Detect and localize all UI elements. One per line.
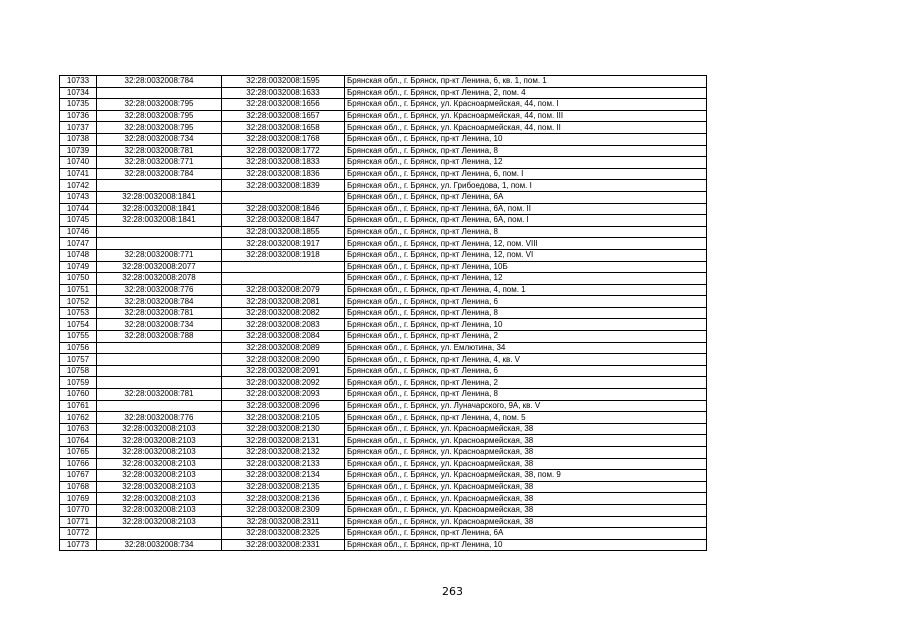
cadastral-number-cell: 32:28:0032008:771 (97, 157, 222, 169)
object-cadastral-number-cell: 32:28:0032008:2081 (222, 296, 345, 308)
address-cell: Брянская обл., г. Брянск, ул. Луначарского, 9А, кв. V (345, 400, 707, 412)
row-number-cell: 10760 (60, 389, 97, 401)
table-row (60, 296, 707, 308)
row-number-cell: 10734 (60, 87, 97, 99)
row-number-cell: 10771 (60, 516, 97, 528)
object-cadastral-number-cell: 32:28:0032008:1595 (222, 76, 345, 88)
object-cadastral-number-cell: 32:28:0032008:1917 (222, 238, 345, 250)
table-row (60, 354, 707, 366)
address-cell: Брянская обл., г. Брянск, ул. Красноармейская, 44, пом. III (345, 110, 707, 122)
address-cell: Брянская обл., г. Брянск, пр-кт Ленина, 4, пом. 5 (345, 412, 707, 424)
object-cadastral-number-cell: 32:28:0032008:2091 (222, 365, 345, 377)
table-row (60, 87, 707, 99)
row-number-cell: 10753 (60, 307, 97, 319)
cadastral-number-cell: 32:28:0032008:734 (97, 319, 222, 331)
table-row (60, 470, 707, 482)
cadastral-number-cell: 32:28:0032008:2103 (97, 458, 222, 470)
table-row (60, 273, 707, 285)
row-number-cell: 10772 (60, 528, 97, 540)
address-cell: Брянская обл., г. Брянск, пр-кт Ленина, 6А, пом. I (345, 215, 707, 227)
row-number-cell: 10755 (60, 331, 97, 343)
cadastral-number-cell: 32:28:0032008:795 (97, 110, 222, 122)
cadastral-number-cell: 32:28:0032008:771 (97, 249, 222, 261)
cadastral-number-cell (97, 342, 222, 354)
object-cadastral-number-cell (222, 261, 345, 273)
row-number-cell: 10748 (60, 249, 97, 261)
object-cadastral-number-cell: 32:28:0032008:1836 (222, 168, 345, 180)
address-cell: Брянская обл., г. Брянск, ул. Красноармейская, 44, пом. II (345, 122, 707, 134)
cadastral-number-cell: 32:28:0032008:781 (97, 389, 222, 401)
cadastral-number-cell (97, 226, 222, 238)
page-number: 263 (442, 585, 463, 598)
table-row (60, 110, 707, 122)
address-cell: Брянская обл., г. Брянск, пр-кт Ленина, 12, пом. VI (345, 249, 707, 261)
table-row (60, 423, 707, 435)
cadastral-number-cell (97, 528, 222, 540)
row-number-cell: 10754 (60, 319, 97, 331)
table-row (60, 261, 707, 273)
cadastral-number-cell: 32:28:0032008:776 (97, 412, 222, 424)
cadastral-number-cell: 32:28:0032008:784 (97, 76, 222, 88)
cadastral-number-cell (97, 365, 222, 377)
table-row (60, 377, 707, 389)
row-number-cell: 10767 (60, 470, 97, 482)
table-row (60, 412, 707, 424)
cadastral-number-cell (97, 180, 222, 192)
object-cadastral-number-cell: 32:28:0032008:2089 (222, 342, 345, 354)
address-cell: Брянская обл., г. Брянск, пр-кт Ленина, 4, пом. 1 (345, 284, 707, 296)
row-number-cell: 10741 (60, 168, 97, 180)
row-number-cell: 10759 (60, 377, 97, 389)
cadastral-number-cell: 32:28:0032008:2078 (97, 273, 222, 285)
address-cell: Брянская обл., г. Брянск, пр-кт Ленина, 2 (345, 377, 707, 389)
address-cell: Брянская обл., г. Брянск, ул. Красноармейская, 38 (345, 481, 707, 493)
object-cadastral-number-cell: 32:28:0032008:2136 (222, 493, 345, 505)
row-number-cell: 10762 (60, 412, 97, 424)
table-row (60, 481, 707, 493)
address-cell: Брянская обл., г. Брянск, пр-кт Ленина, 2 (345, 331, 707, 343)
table-row (60, 365, 707, 377)
table-row (60, 157, 707, 169)
address-cell: Брянская обл., г. Брянск, пр-кт Ленина, 10 (345, 319, 707, 331)
cadastral-number-cell: 32:28:0032008:2103 (97, 470, 222, 482)
object-cadastral-number-cell: 32:28:0032008:1772 (222, 145, 345, 157)
cadastral-number-cell: 32:28:0032008:784 (97, 296, 222, 308)
cadastral-number-cell: 32:28:0032008:2103 (97, 493, 222, 505)
cadastral-number-cell: 32:28:0032008:2103 (97, 435, 222, 447)
table-row (60, 76, 707, 88)
object-cadastral-number-cell: 32:28:0032008:1833 (222, 157, 345, 169)
cadastral-number-cell: 32:28:0032008:784 (97, 168, 222, 180)
object-cadastral-number-cell: 32:28:0032008:2083 (222, 319, 345, 331)
table-body (60, 76, 707, 551)
table-row (60, 493, 707, 505)
cadastral-number-cell: 32:28:0032008:795 (97, 99, 222, 111)
object-cadastral-number-cell: 32:28:0032008:2092 (222, 377, 345, 389)
address-cell: Брянская обл., г. Брянск, пр-кт Ленина, 6А (345, 191, 707, 203)
object-cadastral-number-cell: 32:28:0032008:2079 (222, 284, 345, 296)
address-cell: Брянская обл., г. Брянск, пр-кт Ленина, 6 (345, 365, 707, 377)
row-number-cell: 10733 (60, 76, 97, 88)
object-cadastral-number-cell: 32:28:0032008:2084 (222, 331, 345, 343)
address-cell: Брянская обл., г. Брянск, ул. Красноармейская, 38 (345, 504, 707, 516)
row-number-cell: 10735 (60, 99, 97, 111)
address-cell: Брянская обл., г. Брянск, ул. Емлютина, 34 (345, 342, 707, 354)
cadastral-number-cell: 32:28:0032008:2077 (97, 261, 222, 273)
address-cell: Брянская обл., г. Брянск, пр-кт Ленина, 10 (345, 133, 707, 145)
object-cadastral-number-cell: 32:28:0032008:1918 (222, 249, 345, 261)
cadastral-number-cell: 32:28:0032008:781 (97, 307, 222, 319)
table-row (60, 539, 707, 551)
row-number-cell: 10752 (60, 296, 97, 308)
row-number-cell: 10743 (60, 191, 97, 203)
address-cell: Брянская обл., г. Брянск, пр-кт Ленина, 2, пом. 4 (345, 87, 707, 99)
table-row (60, 504, 707, 516)
object-cadastral-number-cell: 32:28:0032008:2131 (222, 435, 345, 447)
address-cell: Брянская обл., г. Брянск, пр-кт Ленина, 10 (345, 539, 707, 551)
row-number-cell: 10768 (60, 481, 97, 493)
object-cadastral-number-cell: 32:28:0032008:2105 (222, 412, 345, 424)
cadastral-number-cell: 32:28:0032008:776 (97, 284, 222, 296)
address-cell: Брянская обл., г. Брянск, пр-кт Ленина, 12, пом. VIII (345, 238, 707, 250)
table-row (60, 516, 707, 528)
row-number-cell: 10763 (60, 423, 97, 435)
object-cadastral-number-cell: 32:28:0032008:1656 (222, 99, 345, 111)
address-cell: Брянская обл., г. Брянск, пр-кт Ленина, 8 (345, 226, 707, 238)
object-cadastral-number-cell: 32:28:0032008:2134 (222, 470, 345, 482)
table-row (60, 319, 707, 331)
object-cadastral-number-cell: 32:28:0032008:1839 (222, 180, 345, 192)
cadastral-number-cell: 32:28:0032008:795 (97, 122, 222, 134)
object-cadastral-number-cell: 32:28:0032008:1847 (222, 215, 345, 227)
address-cell: Брянская обл., г. Брянск, пр-кт Ленина, 8 (345, 145, 707, 157)
row-number-cell: 10756 (60, 342, 97, 354)
address-cell: Брянская обл., г. Брянск, пр-кт Ленина, 4, кв. V (345, 354, 707, 366)
row-number-cell: 10765 (60, 447, 97, 459)
cadastral-number-cell: 32:28:0032008:1841 (97, 215, 222, 227)
address-cell: Брянская обл., г. Брянск, ул. Красноармейская, 38 (345, 423, 707, 435)
address-cell: Брянская обл., г. Брянск, ул. Красноармейская, 38, пом. 9 (345, 470, 707, 482)
address-cell: Брянская обл., г. Брянск, пр-кт Ленина, 8 (345, 389, 707, 401)
cadastral-number-cell: 32:28:0032008:1841 (97, 203, 222, 215)
table-row (60, 307, 707, 319)
row-number-cell: 10751 (60, 284, 97, 296)
object-cadastral-number-cell: 32:28:0032008:2096 (222, 400, 345, 412)
object-cadastral-number-cell: 32:28:0032008:2309 (222, 504, 345, 516)
cadastral-number-cell: 32:28:0032008:781 (97, 145, 222, 157)
cadastral-number-cell: 32:28:0032008:734 (97, 133, 222, 145)
row-number-cell: 10745 (60, 215, 97, 227)
table-row (60, 133, 707, 145)
table-row (60, 238, 707, 250)
object-cadastral-number-cell: 32:28:0032008:2090 (222, 354, 345, 366)
row-number-cell: 10769 (60, 493, 97, 505)
object-cadastral-number-cell: 32:28:0032008:2130 (222, 423, 345, 435)
object-cadastral-number-cell: 32:28:0032008:2093 (222, 389, 345, 401)
object-cadastral-number-cell: 32:28:0032008:1855 (222, 226, 345, 238)
object-cadastral-number-cell: 32:28:0032008:1768 (222, 133, 345, 145)
object-cadastral-number-cell: 32:28:0032008:2082 (222, 307, 345, 319)
object-cadastral-number-cell: 32:28:0032008:2311 (222, 516, 345, 528)
table-row (60, 145, 707, 157)
cadastral-number-cell (97, 238, 222, 250)
cadastral-number-cell (97, 87, 222, 99)
row-number-cell: 10773 (60, 539, 97, 551)
row-number-cell: 10770 (60, 504, 97, 516)
table-row (60, 400, 707, 412)
object-cadastral-number-cell: 32:28:0032008:2135 (222, 481, 345, 493)
row-number-cell: 10739 (60, 145, 97, 157)
row-number-cell: 10740 (60, 157, 97, 169)
row-number-cell: 10737 (60, 122, 97, 134)
cadastral-number-cell: 32:28:0032008:2103 (97, 481, 222, 493)
address-cell: Брянская обл., г. Брянск, пр-кт Ленина, 10Б (345, 261, 707, 273)
row-number-cell: 10766 (60, 458, 97, 470)
cadastral-number-cell: 32:28:0032008:2103 (97, 423, 222, 435)
cadastral-number-cell: 32:28:0032008:2103 (97, 447, 222, 459)
address-cell: Брянская обл., г. Брянск, ул. Красноармейская, 44, пом. I (345, 99, 707, 111)
table-row (60, 226, 707, 238)
object-cadastral-number-cell: 32:28:0032008:1633 (222, 87, 345, 99)
object-cadastral-number-cell: 32:28:0032008:1846 (222, 203, 345, 215)
address-cell: Брянская обл., г. Брянск, пр-кт Ленина, 12 (345, 273, 707, 285)
object-cadastral-number-cell: 32:28:0032008:2133 (222, 458, 345, 470)
address-cell: Брянская обл., г. Брянск, ул. Красноармейская, 38 (345, 435, 707, 447)
row-number-cell: 10746 (60, 226, 97, 238)
row-number-cell: 10761 (60, 400, 97, 412)
address-cell: Брянская обл., г. Брянск, пр-кт Ленина, 12 (345, 157, 707, 169)
cadastral-number-cell: 32:28:0032008:734 (97, 539, 222, 551)
row-number-cell: 10736 (60, 110, 97, 122)
cadastral-number-cell (97, 400, 222, 412)
object-cadastral-number-cell: 32:28:0032008:1657 (222, 110, 345, 122)
object-cadastral-number-cell: 32:28:0032008:2331 (222, 539, 345, 551)
table-row (60, 215, 707, 227)
document-table (59, 75, 707, 551)
address-cell: Брянская обл., г. Брянск, пр-кт Ленина, 6 (345, 296, 707, 308)
table-row (60, 249, 707, 261)
row-number-cell: 10738 (60, 133, 97, 145)
table-row (60, 435, 707, 447)
table-row (60, 342, 707, 354)
address-cell: Брянская обл., г. Брянск, ул. Красноармейская, 38 (345, 458, 707, 470)
row-number-cell: 10758 (60, 365, 97, 377)
address-cell: Брянская обл., г. Брянск, ул. Красноармейская, 38 (345, 516, 707, 528)
object-cadastral-number-cell: 32:28:0032008:2132 (222, 447, 345, 459)
object-cadastral-number-cell: 32:28:0032008:1658 (222, 122, 345, 134)
object-cadastral-number-cell (222, 273, 345, 285)
cadastral-number-cell: 32:28:0032008:2103 (97, 504, 222, 516)
address-cell: Брянская обл., г. Брянск, ул. Красноармейская, 38 (345, 447, 707, 459)
address-cell: Брянская обл., г. Брянск, пр-кт Ленина, 6А (345, 528, 707, 540)
table-row (60, 331, 707, 343)
address-cell: Брянская обл., г. Брянск, пр-кт Ленина, 8 (345, 307, 707, 319)
address-cell: Брянская обл., г. Брянск, пр-кт Ленина, 6А, пом. II (345, 203, 707, 215)
table-row (60, 528, 707, 540)
row-number-cell: 10747 (60, 238, 97, 250)
table-row (60, 389, 707, 401)
table-row (60, 203, 707, 215)
object-cadastral-number-cell (222, 191, 345, 203)
row-number-cell: 10742 (60, 180, 97, 192)
cadastral-number-cell (97, 354, 222, 366)
row-number-cell: 10757 (60, 354, 97, 366)
table-row (60, 180, 707, 192)
address-cell: Брянская обл., г. Брянск, ул. Грибоедова, 1, пом. I (345, 180, 707, 192)
address-cell: Брянская обл., г. Брянск, пр-кт Ленина, 6, пом. I (345, 168, 707, 180)
table-row (60, 122, 707, 134)
cadastral-number-cell: 32:28:0032008:788 (97, 331, 222, 343)
table-row (60, 447, 707, 459)
table-row (60, 168, 707, 180)
row-number-cell: 10749 (60, 261, 97, 273)
address-cell: Брянская обл., г. Брянск, ул. Красноармейская, 38 (345, 493, 707, 505)
address-cell: Брянская обл., г. Брянск, пр-кт Ленина, 6, кв. 1, пом. 1 (345, 76, 707, 88)
table-row (60, 458, 707, 470)
table-row (60, 284, 707, 296)
row-number-cell: 10744 (60, 203, 97, 215)
row-number-cell: 10764 (60, 435, 97, 447)
row-number-cell: 10750 (60, 273, 97, 285)
table-row (60, 191, 707, 203)
cadastral-number-cell (97, 377, 222, 389)
cadastral-number-cell: 32:28:0032008:2103 (97, 516, 222, 528)
cadastral-number-cell: 32:28:0032008:1841 (97, 191, 222, 203)
table-row (60, 99, 707, 111)
object-cadastral-number-cell: 32:28:0032008:2325 (222, 528, 345, 540)
